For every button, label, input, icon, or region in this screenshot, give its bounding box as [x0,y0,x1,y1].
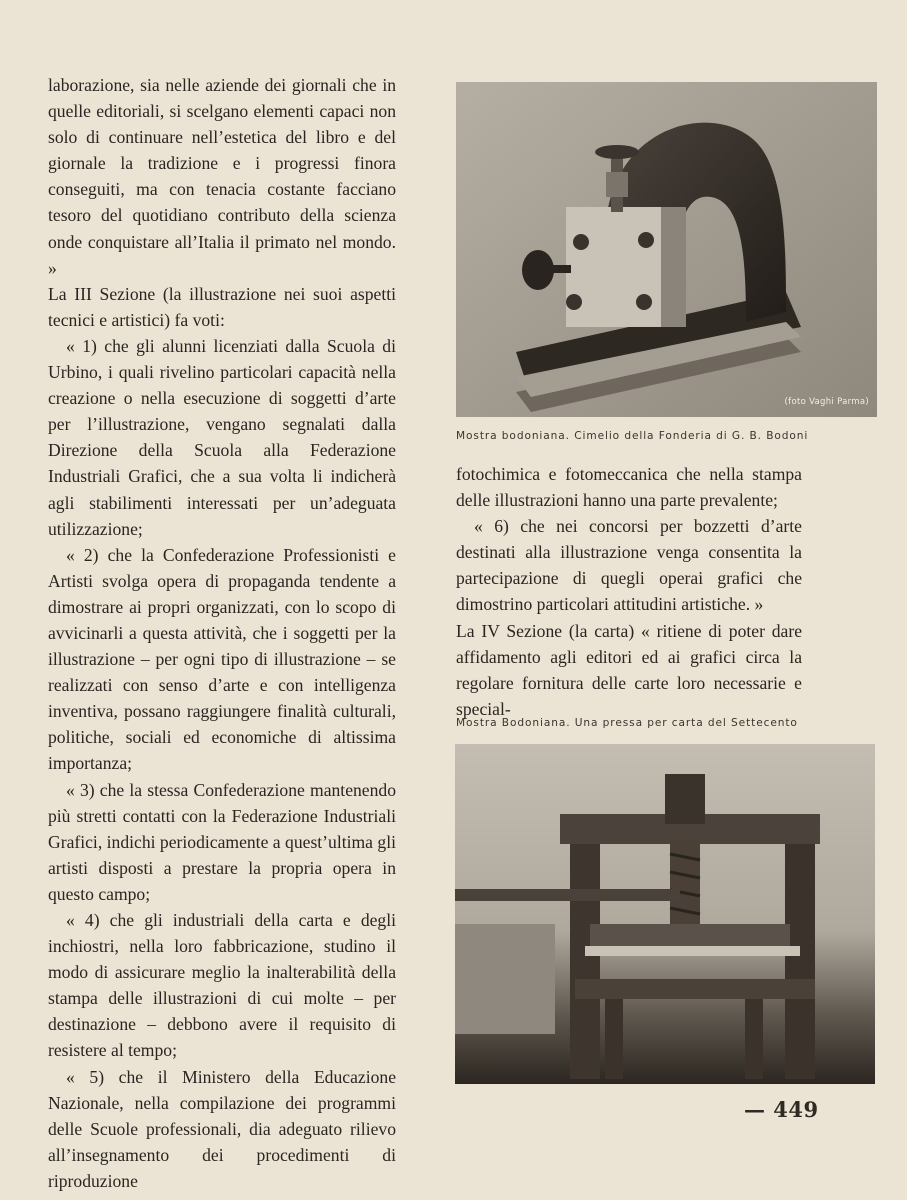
paragraph: « 2) che la Confederazione Professionisti e Artisti svolga opera di propaganda tendente a dimostrare ai propri organizzati, con lo scopo di avvicinarli a questa attività, che i soggetti per la illustrazione – per ogni tipo di illustrazione – se realizzati con senso d’arte e con intelligenza inventiva, possano raggiungere finalità culturali, politiche, sociali ed economiche di altissima importanza; [48,544,396,774]
paper-press-image [455,744,875,1084]
paragraph: « 5) che il Ministero della Educazione Nazionale, nella compilazione dei programmi delle Scuole professionali, dia adeguato rilievo all’insegnamento dei procedimenti di riproduzione [48,1066,396,1191]
paragraph: fotochimica e fotomeccanica che nella stampa delle illustrazioni hanno una parte prevalente; [456,464,802,511]
paragraph: La III Sezione (la illustrazione nei suoi aspetti tecnici e artistici) fa voti: [48,283,396,330]
right-text-column [456,461,802,722]
photo-caption: Mostra bodoniana. Cimelio della Fonderia di G. B. Bodoni [456,430,809,442]
paragraph: « 6) che nei concorsi per bozzetti d’arte destinati alla illustrazione venga consentita la partecipazione di quegli operai grafici che dimostrino particolari attitudini artistiche. » [456,516,802,615]
page-number: — 449 [744,1097,819,1122]
type-mold-image [456,82,877,417]
photo-credit: (foto Vaghi Parma) [784,397,869,407]
photo-type-mold [456,82,877,417]
paragraph: La IV Sezione (la carta) « ritiene di poter dare affidamento agli editori ed ai grafici circa la regolare fornitura delle carte loro necessarie e special- [456,620,802,719]
paragraph: « 1) che gli alunni licenziati dalla Scuola di Urbino, i quali rivelino particolari capacità nella creazione o nella esecuzione di soggetti d’arte per l’illustrazione, vengano segnalati dalla Direzione della Scuola alla Federazione Industriali Grafici, che a sua volta li indicherà agli stabilimenti interessati per un’adeguata utilizzazione; [48,335,396,539]
photo-caption: Mostra Bodoniana. Una pressa per carta del Settecento [456,717,798,729]
paragraph: laborazione, sia nelle aziende dei giornali che in quelle editoriali, si scelgano elementi capaci non solo di continuare nell’estetica del libro e del giornale la tradizione e i progressi finora conseguiti, ma con tenacia costante facciano tesoro del quotidiano contributo della scienza onde conquistare all’Italia il primato nel mondo. » [48,75,396,278]
paragraph: « 3) che la stessa Confederazione mantenendo più stretti contatti con la Federazione Industriali Grafici, indichi periodicamente a quest’ultima gli artisti disposti a prestare la propria opera in questo campo; [48,779,396,904]
left-text-column [48,72,396,1194]
paragraph: « 4) che gli industriali della carta e degli inchiostri, nella loro fabbricazione, studino il modo di assicurare meglio la inalterabilità della stampa delle illustrazioni di cui molte – per destinazione – debbono avere il requisito di resistere al tempo; [48,910,396,1061]
photo-paper-press [455,744,875,1084]
